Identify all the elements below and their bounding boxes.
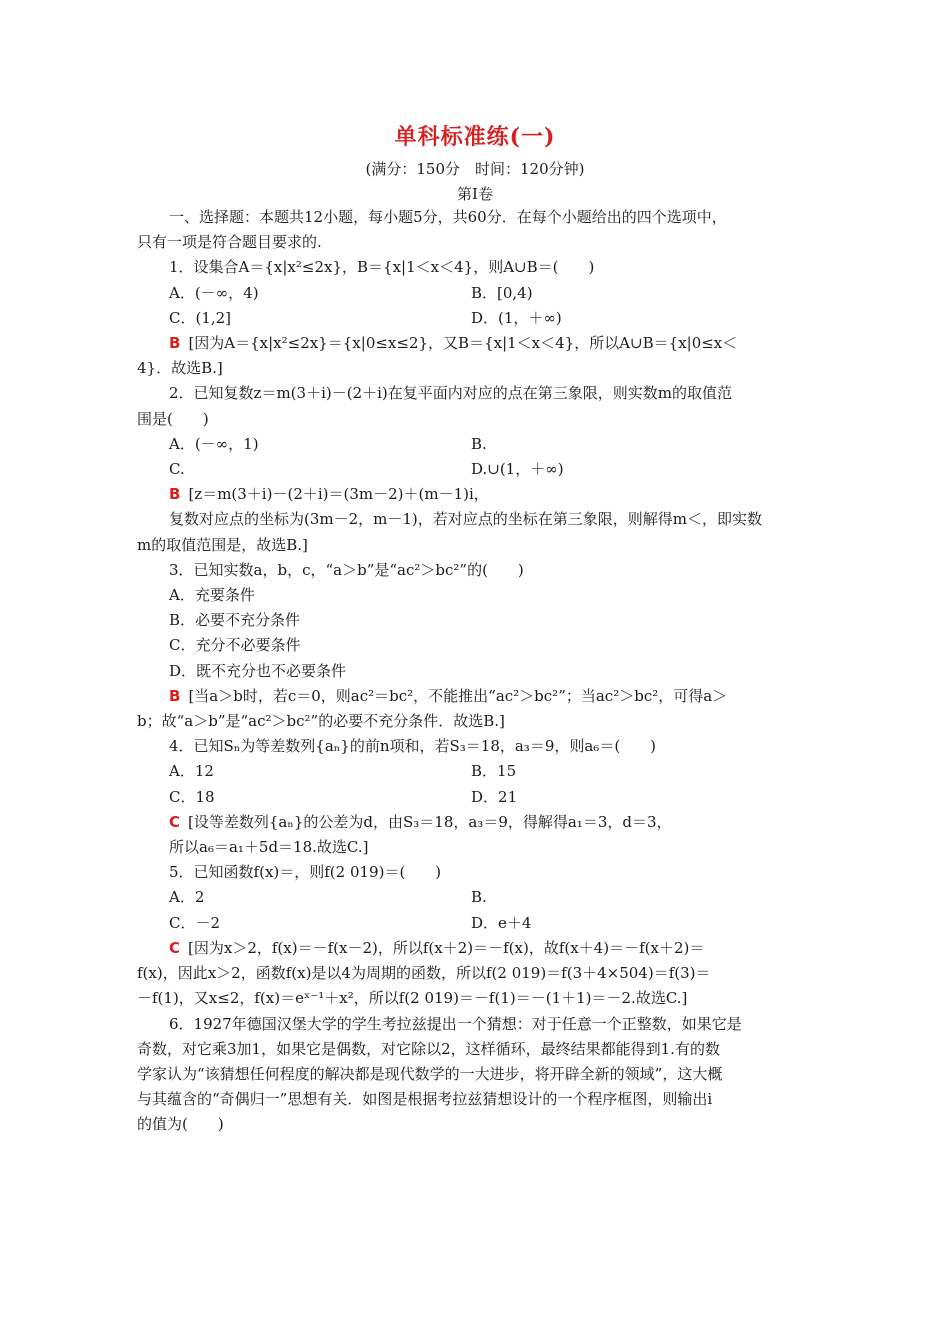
question-6-stem-cont: 与其蕴含的“奇偶归一”思想有关．如图是根据考拉兹猜想设计的一个程序框图，则输出i: [137, 1090, 713, 1109]
answer-letter: B: [169, 334, 181, 353]
question-4-stem: 4．已知Sₙ为等差数列{aₙ}的前n项和，若S₃＝18，a₃＝9，则a₆＝( ): [169, 737, 657, 756]
answer-letter: C: [169, 938, 181, 957]
answer-letter: B: [169, 485, 181, 504]
question-4-options-row-2: [137, 785, 817, 810]
option-c: C．18: [169, 787, 215, 806]
question-1-options-row-1: [137, 281, 817, 306]
exam-content: [137, 205, 817, 1138]
solution-text: [设等差数列{aₙ}的公差为d，由S₃＝18，a₃＝9，得解得a₁＝3，d＝3，: [188, 812, 672, 831]
question-5-options-row-1: [137, 885, 817, 910]
option-c: C．－2: [169, 913, 221, 932]
solution-cont: f(x)，因此x＞2，函数f(x)是以4为周期的函数，所以f(2 019)＝f(3＋4×504)＝f(3)＝: [137, 964, 711, 983]
solution-cont: b；故“a＞b”是“ac²＞bc²”的必要不充分条件．故选B.]: [137, 712, 505, 731]
option-b: B.: [471, 888, 487, 907]
option-a: A．充要条件: [169, 586, 255, 605]
solution-cont: 复数对应点的坐标为(3m－2，m－1)，若对应点的坐标在第三象限，则解得m＜，即实数: [169, 510, 763, 529]
question-5-options-row-2: [137, 911, 817, 936]
question-4-solution: [137, 810, 817, 835]
section-intro-cont: 只有一项是符合题目要求的.: [137, 233, 322, 252]
option-d: D．e＋4: [471, 913, 532, 932]
answer-letter: C: [169, 812, 181, 831]
question-6-stem: 6．1927年德国汉堡大学的学生考拉兹提出一个猜想：对于任意一个正整数，如果它是: [169, 1014, 742, 1033]
solution-cont: m的取值范围是，故选B.]: [137, 535, 308, 554]
option-a: A．(－∞，4): [169, 283, 259, 302]
question-5-stem: 5．已知函数f(x)＝，则f(2 019)＝( ): [169, 863, 442, 882]
solution-cont: 所以a₆＝a₁＋5d＝18.故选C.]: [169, 838, 369, 857]
question-1-stem: 1．设集合A＝{x|x²≤2x}，B＝{x|1＜x＜4}，则A∪B＝( ): [169, 258, 595, 277]
option-b: B.: [471, 434, 487, 453]
volume-label: 第Ⅰ卷: [457, 185, 493, 203]
option-b: B．[0,4): [471, 283, 533, 302]
option-a: A．(－∞，1): [169, 434, 259, 453]
question-5-solution: [137, 936, 817, 961]
exam-info: (满分：150分 时间：120分钟): [365, 160, 585, 178]
question-2-options-row-2: [137, 457, 817, 482]
answer-letter: B: [169, 686, 181, 705]
question-1-solution: [137, 331, 817, 356]
option-d: D.∪(1，＋∞): [471, 460, 564, 479]
solution-text: [当a＞b时，若c＝0，则ac²＝bc²，不能推出“ac²＞bc²”；当ac²＞bc²，可得a＞: [188, 686, 728, 705]
option-a: A．2: [169, 888, 205, 907]
option-b: B．15: [471, 762, 517, 781]
question-6-stem-cont: 学家认为“该猜想任何程度的解决都是现代数学的一大进步，将开辟全新的领域”，这大概: [137, 1064, 723, 1083]
option-d: D．(1，＋∞): [471, 308, 562, 327]
question-2-stem: 2．已知复数z＝m(3＋i)－(2＋i)在复平面内对应的点在第三象限，则实数m的取值范: [169, 384, 732, 403]
solution-text: [z＝m(3＋i)－(2＋i)＝(3m－2)＋(m－1)i，: [188, 485, 489, 504]
option-d: D．既不充分也不必要条件: [169, 661, 347, 680]
option-d: D．21: [471, 787, 518, 806]
solution-cont: 4}．故选B.]: [137, 359, 223, 378]
question-3-stem: 3．已知实数a，b，c，“a＞b”是“ac²＞bc²”的( ): [169, 560, 524, 579]
section-intro: 一、选择题：本题共12小题，每小题5分，共60分．在每个小题给出的四个选项中，: [169, 208, 727, 226]
option-c: C．充分不必要条件: [169, 636, 301, 655]
question-2-stem-cont: 围是( ): [137, 409, 209, 428]
question-3-solution: [137, 684, 817, 709]
question-2-solution: [137, 482, 817, 507]
question-6-stem-cont: 奇数，对它乘3加1，如果它是偶数，对它除以2，这样循环，最终结果都能得到1.有的数: [137, 1039, 720, 1058]
solution-text: [因为x＞2，f(x)＝－f(x－2)，所以f(x＋2)＝－f(x)，故f(x＋4)＝－f(x＋2)＝: [188, 938, 705, 957]
option-a: A．12: [169, 762, 214, 781]
page-title: 单科标准练(一): [394, 124, 556, 150]
solution-cont: －f(1)，又x≤2，f(x)＝eˣ⁻¹＋x²，所以f(2 019)＝－f(1)＝－(1＋1)＝－2.故选C.]: [137, 989, 688, 1008]
question-2-options-row-1: [137, 432, 817, 457]
solution-text: [因为A＝{x|x²≤2x}＝{x|0≤x≤2}，又B＝{x|1＜x＜4}，所以A∪B＝{x|0≤x＜: [188, 334, 738, 353]
option-c: C．(1,2]: [169, 308, 232, 327]
option-b: B．必要不充分条件: [169, 611, 301, 630]
question-1-options-row-2: [137, 306, 817, 331]
question-4-options-row-1: [137, 759, 817, 784]
question-6-stem-cont: 的值为( ): [137, 1115, 224, 1134]
option-c: C.: [169, 460, 185, 479]
